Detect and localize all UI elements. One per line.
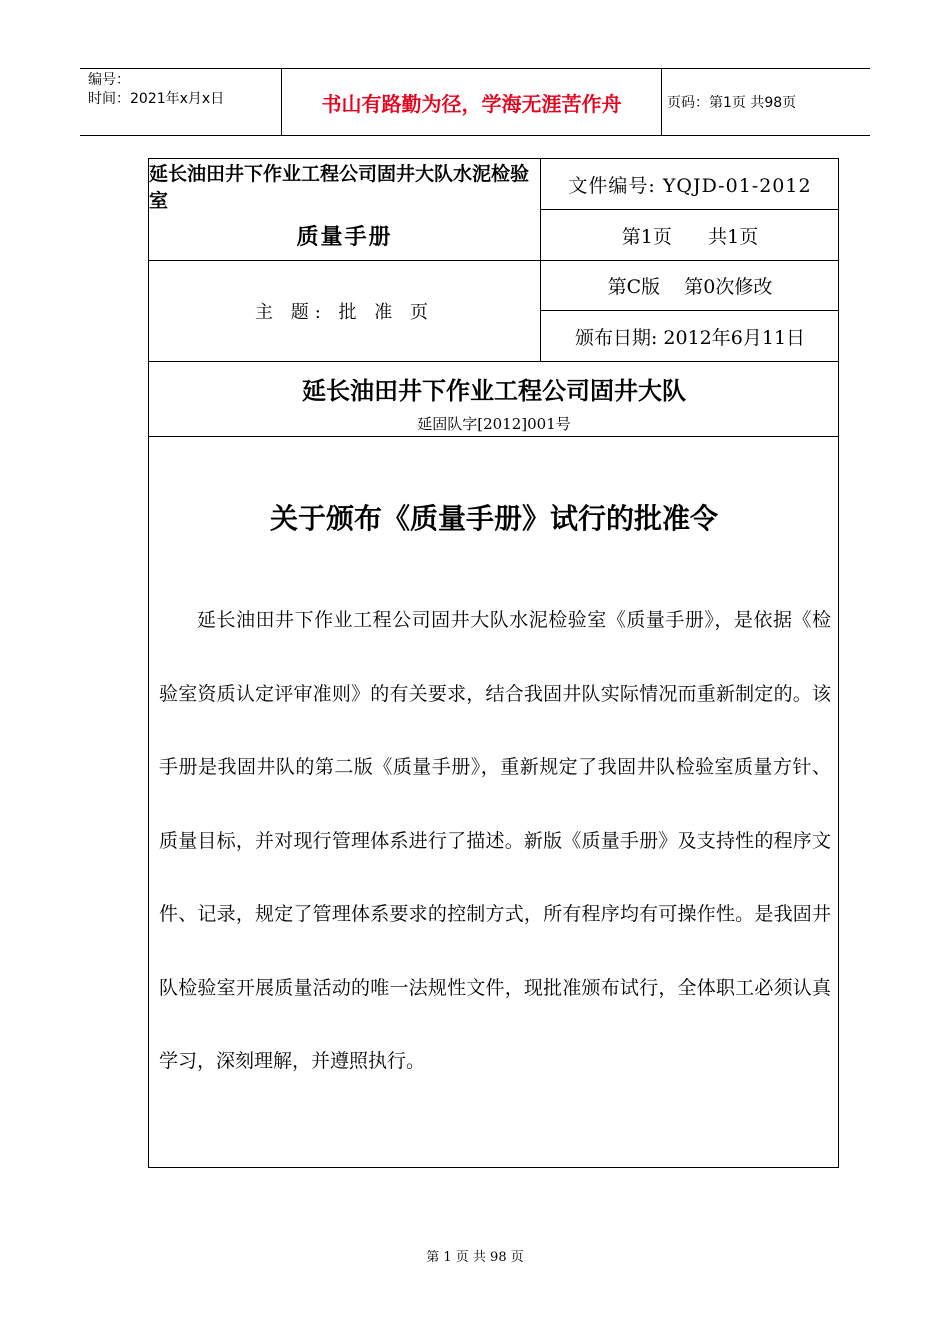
page-footer: 第 1 页 共 98 页 <box>426 1250 524 1265</box>
doc-number: 延固队字[2012]001号 <box>417 414 571 433</box>
divider <box>149 436 839 437</box>
divider <box>149 361 839 362</box>
issue-date: 颁布日期: 2012年6月11日 <box>574 326 806 349</box>
org-title: 延长油田井下作业工程公司固井大队水泥检验室 <box>149 162 530 212</box>
file-number: 文件编号: YQJD-01-2012 <box>568 174 812 197</box>
page-info: 页码：第1页 共98页 <box>667 95 797 111</box>
brigade-name: 延长油田井下作业工程公司固井大队 <box>302 375 686 405</box>
number-label: 编号： <box>88 72 130 88</box>
approval-title: 关于颁布《质量手册》试行的批准令 <box>269 502 718 535</box>
approval-paragraph: 延长油田井下作业工程公司固井大队水泥检验室《质量手册》，是依据《检验室资质认定评审准则》的有关要求，结合我固井队实际情况而重新制定的。该手册是我固井队的第二版《质量手册》，重新规定了我固井队检验室质量方针、质量目标，并对现行管理体系进行了描述。新版《质量手册》及支持性的程序文件、记录，规定了管理体系要求的控制方式，所有程序均有可操作性。是我固井队检验室开展质量活动的唯一法规性文件，现批准颁布试行，全体职工必须认真学习，深刻理解，并遵照执行。 <box>159 609 831 1072</box>
header-left <box>88 71 224 109</box>
page-count: 第1页 共1页 <box>621 225 759 248</box>
manual-title: 质量手册 <box>296 224 393 250</box>
document-frame <box>148 158 839 1168</box>
motto: 书山有路勤为径，学海无涯苦作舟 <box>281 69 662 135</box>
version-info: 第C版 第0次修改 <box>607 276 773 298</box>
page-header <box>80 68 870 136</box>
time-label: 时间：2021年x月x日 <box>88 91 225 107</box>
subject: 主 题: 批 准 页 <box>255 302 434 323</box>
